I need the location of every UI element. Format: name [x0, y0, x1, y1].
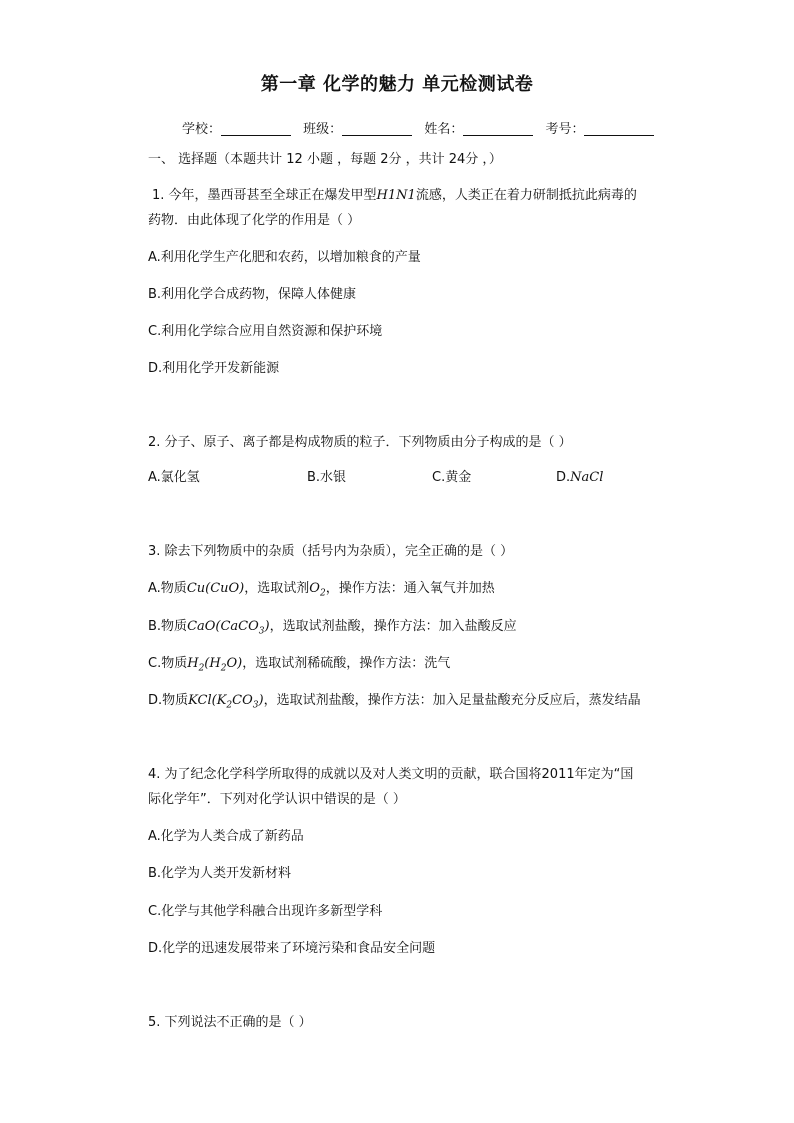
q4-option-d[interactable]: D.化学的迅速发展带来了环境污染和食品安全问题: [148, 941, 436, 956]
q3-a-suffix: ，操作方法：通入氧气并加热: [325, 581, 495, 596]
q4-option-a[interactable]: A.化学为人类合成了新药品: [148, 829, 304, 844]
q3-c-formula-b: (H: [204, 656, 221, 671]
page-title: 第一章 化学的魅力 单元检测试卷: [260, 74, 534, 95]
q2-option-d-formula: NaCl: [570, 470, 604, 485]
exam-no-label: 考号：: [545, 122, 585, 137]
q3-b-formula: CaO(CaCO: [187, 619, 259, 634]
q3-d-formula-b: CO: [232, 693, 253, 708]
q5-stem: 5. 下列说法不正确的是（ ）: [148, 1015, 312, 1030]
name-label: 姓名：: [424, 122, 464, 137]
q1-option-d[interactable]: D.利用化学开发新能源: [148, 361, 280, 376]
q3-c-prefix: C.物质: [148, 656, 188, 671]
q2-option-a[interactable]: A.氯化氢: [148, 470, 200, 485]
q3-a-formula: Cu(CuO): [186, 581, 245, 596]
q2-option-b[interactable]: B.水银: [307, 470, 347, 485]
q3-option-b[interactable]: [148, 618, 517, 641]
q3-b-formula-end: ): [264, 619, 270, 634]
q1-option-c[interactable]: C.利用化学综合应用自然资源和保护环境: [148, 324, 383, 339]
q1-option-b[interactable]: B.利用化学合成药物，保障人体健康: [148, 287, 357, 302]
q3-d-formula-sub1: 2: [226, 700, 233, 711]
q3-c-formula-sub2: 2: [220, 663, 227, 674]
q3-c-formula-c: O): [226, 656, 243, 671]
q4-stem-line2: 际化学年”．下列对化学认识中错误的是（ ）: [148, 792, 406, 807]
q1-stem-formula: H1N1: [376, 188, 416, 203]
q3-d-formula-c: ): [258, 693, 264, 708]
q3-option-d[interactable]: [148, 692, 641, 715]
school-label: 学校：: [182, 122, 222, 137]
q4-stem-line1: 4. 为了纪念化学科学所取得的成就以及对人类文明的贡献，联合国将2011年定为“国: [148, 767, 634, 782]
q3-a-reagent: O: [309, 581, 320, 596]
q3-d-suffix: ，选取试剂盐酸，操作方法：加入足量盐酸充分反应后，蒸发结晶: [263, 693, 641, 708]
q2-option-c[interactable]: C.黄金: [432, 470, 472, 485]
q2-option-d[interactable]: [556, 469, 603, 487]
q3-d-formula-a: KCl(K: [188, 693, 227, 708]
q1-option-a[interactable]: A.利用化学生产化肥和农药，以增加粮食的产量: [148, 250, 421, 265]
q3-option-c[interactable]: [148, 655, 450, 678]
class-blank[interactable]: [342, 122, 412, 136]
exam-no-blank[interactable]: [584, 122, 654, 136]
section-header: 一、 选择题（本题共计 12 小题 ，每题 2分 ，共计 24分 ，）: [148, 152, 502, 167]
q3-stem: 3. 除去下列物质中的杂质（括号内为杂质），完全正确的是（ ）: [148, 544, 514, 559]
q3-b-suffix: ，选取试剂盐酸，操作方法：加入盐酸反应: [269, 619, 517, 634]
q3-c-suffix: ，选取试剂稀硫酸，操作方法：洗气: [242, 656, 451, 671]
q4-option-c[interactable]: C.化学与其他学科融合出现许多新型学科: [148, 904, 383, 919]
q3-a-mid: ，选取试剂: [244, 581, 310, 596]
school-blank[interactable]: [221, 122, 291, 136]
q3-a-prefix: A.物质: [148, 581, 187, 596]
q1-stem-line2: 药物．由此体现了化学的作用是（ ）: [148, 213, 361, 228]
q1-stem-part-a: 1. 今年，墨西哥甚至全球正在爆发甲型: [152, 188, 377, 203]
q3-option-a[interactable]: [148, 580, 495, 603]
q1-stem-part-b: 流感，人类正在着力研制抵抗此病毒的: [415, 188, 637, 203]
q2-option-d-prefix: D.: [556, 470, 571, 485]
q3-d-formula-sub2: 3: [252, 700, 259, 711]
q3-a-reagent-sub: 2: [319, 588, 326, 599]
q4-option-b[interactable]: B.化学为人类开发新材料: [148, 866, 292, 881]
class-label: 班级：: [303, 122, 343, 137]
q1-stem-line1: [152, 187, 637, 205]
q3-b-formula-sub: 3: [258, 626, 265, 637]
name-blank[interactable]: [463, 122, 533, 136]
q3-c-formula-a: H: [187, 656, 199, 671]
q3-b-prefix: B.物质: [148, 619, 188, 634]
student-info-row: [182, 118, 662, 137]
q3-c-formula-sub1: 2: [198, 663, 205, 674]
q2-stem: 2. 分子、原子、离子都是构成物质的粒子．下列物质由分子构成的是（ ）: [148, 435, 572, 450]
q3-d-prefix: D.物质: [148, 693, 189, 708]
